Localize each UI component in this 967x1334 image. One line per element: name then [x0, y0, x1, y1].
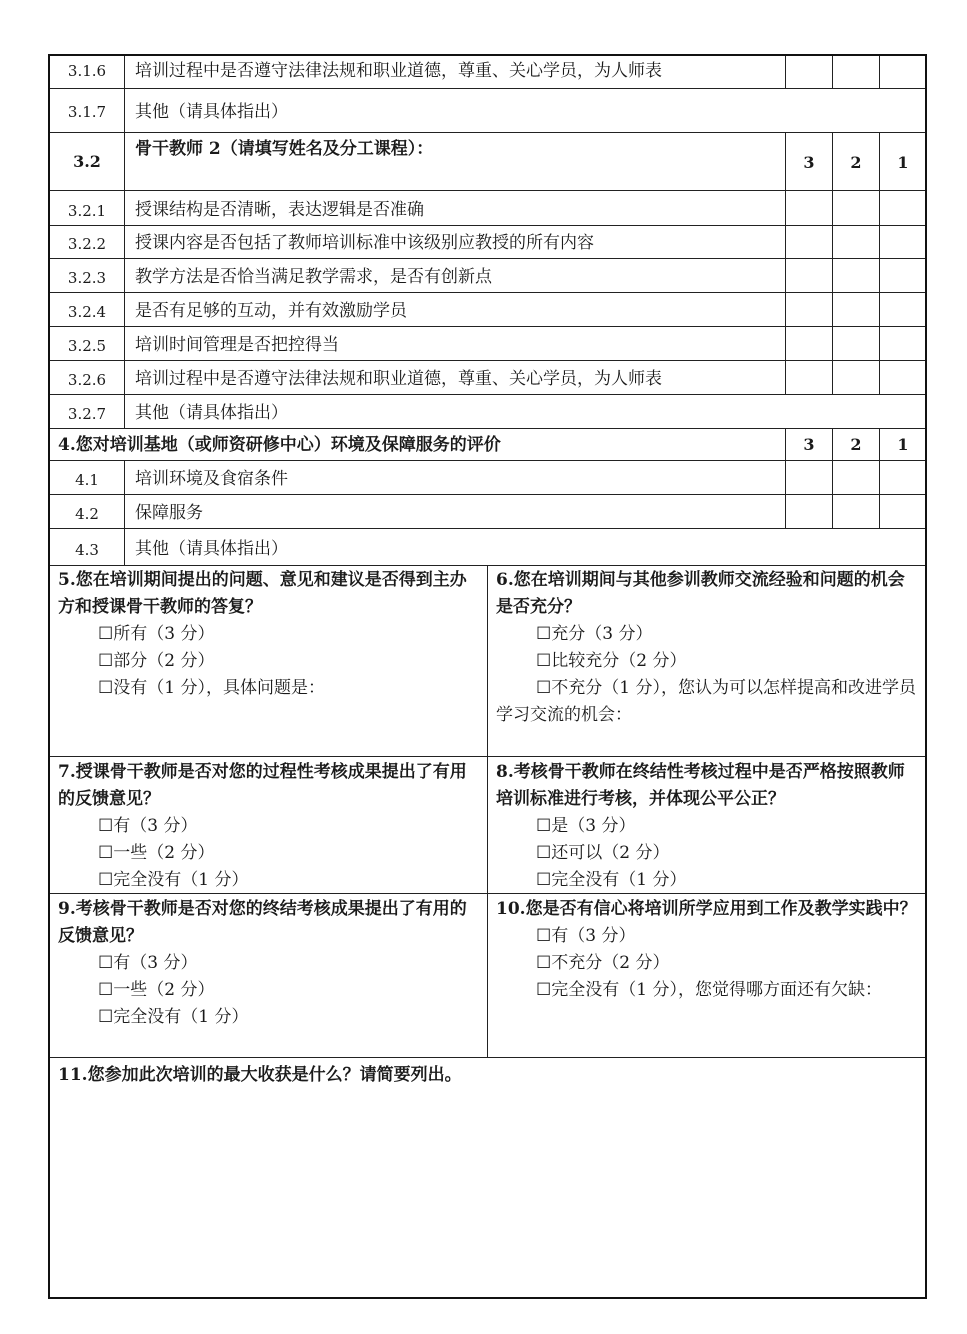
question-11 [58, 1062, 918, 1089]
question-title: 7.授课骨干教师是否对您的过程性考核成果提出了有用的反馈意见？ [58, 762, 467, 809]
row-text: 培训环境及食宿条件 [135, 469, 288, 489]
option-checkbox[interactable]: ☐有（3 分） [98, 953, 198, 973]
question-title: 11.您参加此次培训的最大收获是什么？请简要列出。 [58, 1065, 462, 1085]
option-checkbox[interactable]: ☐比较充分（2 分） [536, 651, 687, 671]
row-text: 培训过程中是否遵守法律法规和职业道德，尊重、关心学员，为人师表 [135, 369, 662, 389]
question-6 [496, 567, 920, 729]
score-header-3: 3 [803, 435, 815, 454]
option-checkbox[interactable]: ☐没有（1 分），具体问题是： [98, 678, 325, 698]
question-title: 6.您在培训期间与其他参训教师交流经验和问题的机会是否充分？ [496, 570, 905, 617]
section-title: 骨干教师 2（请填写姓名及分工课程）： [135, 139, 434, 159]
option-checkbox[interactable]: ☐部分（2 分） [98, 651, 215, 671]
option-checkbox[interactable]: ☐有（3 分） [98, 816, 198, 836]
question-title: 10.您是否有信心将培训所学应用到工作及教学实践中？ [496, 899, 917, 919]
question-title: 8.考核骨干教师在终结性考核过程中是否严格按照教师培训标准进行考核，并体现公平公正？ [496, 762, 905, 809]
row-text: 其他（请具体指出） [135, 539, 288, 559]
row-number: 3.2.1 [67, 202, 107, 220]
row-number: 3.2.2 [67, 235, 107, 253]
row-text: 保障服务 [135, 503, 203, 523]
section-number: 3.2 [73, 152, 101, 171]
question-title: 9.考核骨干教师是否对您的终结考核成果提出了有用的反馈意见？ [58, 899, 467, 946]
section-title: 4.您对培训基地（或师资研修中心）环境及保障服务的评价 [58, 435, 501, 455]
row-number: 3.2.5 [67, 337, 107, 355]
question-5 [58, 567, 482, 702]
option-checkbox[interactable]: ☐完全没有（1 分） [536, 870, 687, 890]
score-header-2: 2 [850, 153, 862, 172]
row-text: 授课内容是否包括了教师培训标准中该级别应教授的所有内容 [135, 233, 594, 253]
answer-area[interactable] [52, 1095, 924, 1295]
row-number: 4.2 [75, 505, 99, 523]
row-text: 培训过程中是否遵守法律法规和职业道德，尊重、关心学员，为人师表 [135, 61, 662, 81]
row-number: 3.2.4 [67, 303, 107, 321]
question-9 [58, 896, 482, 1031]
option-checkbox[interactable]: ☐充分（3 分） [536, 624, 653, 644]
question-7 [58, 759, 482, 894]
option-checkbox[interactable]: ☐一些（2 分） [98, 843, 215, 863]
row-text: 是否有足够的互动，并有效激励学员 [135, 301, 407, 321]
row-text: 授课结构是否清晰，表达逻辑是否准确 [135, 200, 424, 220]
row-text: 其他（请具体指出） [135, 102, 288, 122]
row-text: 培训时间管理是否把控得当 [135, 335, 339, 355]
row-text: 教学方法是否恰当满足教学需求，是否有创新点 [135, 267, 492, 287]
question-10 [496, 896, 920, 1004]
score-header-2: 2 [850, 435, 862, 454]
option-checkbox[interactable]: ☐完全没有（1 分） [98, 870, 249, 890]
option-checkbox[interactable]: ☐所有（3 分） [98, 624, 215, 644]
option-checkbox[interactable]: ☐完全没有（1 分），您觉得哪方面还有欠缺： [536, 980, 882, 1000]
row-number: 3.2.3 [67, 269, 107, 287]
score-header-1: 1 [897, 435, 909, 454]
question-8 [496, 759, 920, 894]
row-text: 其他（请具体指出） [135, 403, 288, 423]
row-number: 3.1.7 [67, 103, 107, 121]
option-checkbox[interactable]: ☐是（3 分） [536, 816, 636, 836]
score-header-3: 3 [803, 153, 815, 172]
option-checkbox[interactable]: ☐还可以（2 分） [536, 843, 670, 863]
question-title: 5.您在培训期间提出的问题、意见和建议是否得到主办方和授课骨干教师的答复？ [58, 570, 467, 617]
option-checkbox[interactable]: ☐不充分（2 分） [536, 953, 670, 973]
row-number: 3.2.7 [67, 405, 107, 423]
option-checkbox[interactable]: ☐完全没有（1 分） [98, 1007, 249, 1027]
option-checkbox[interactable]: ☐一些（2 分） [98, 980, 215, 1000]
row-number: 4.3 [75, 541, 99, 559]
row-number: 3.2.6 [67, 371, 107, 389]
row-number: 3.1.6 [67, 62, 107, 80]
option-checkbox[interactable]: ☐有（3 分） [536, 926, 636, 946]
score-header-1: 1 [897, 153, 909, 172]
row-number: 4.1 [75, 471, 99, 489]
option-checkbox[interactable]: ☐不充分（1 分），您认为可以怎样提高和改进学员学习交流的机会： [496, 678, 916, 725]
